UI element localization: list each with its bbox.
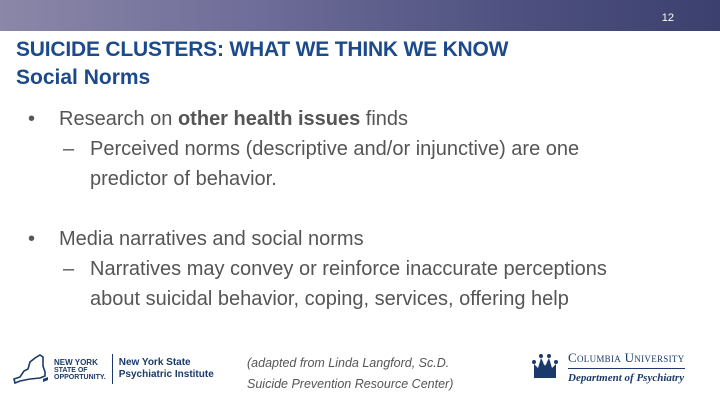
bullet-list xyxy=(0,104,720,314)
slide-number: 12 xyxy=(661,12,674,24)
nysp-logo-text xyxy=(119,357,214,381)
nysp-line1: New York State xyxy=(118,357,191,368)
bullet-emphasis: other health issues xyxy=(177,108,361,130)
columbia-crown-icon xyxy=(528,352,562,382)
sub-bullet-line: Perceived norms (descriptive and/or injunctive) are one xyxy=(90,138,580,160)
sub-bullet-dash: – xyxy=(63,258,75,280)
ny-logo-line3: OPPORTUNITY. xyxy=(54,373,106,381)
columbia-department: Department of Psychiatry xyxy=(568,368,685,385)
ny-logo-line1: NEW YORK xyxy=(54,357,98,367)
bullet-text-end: finds xyxy=(360,108,409,130)
citation-line1: (adapted from Linda Langford, Sc.D. xyxy=(247,356,450,370)
bullet-text: Media narratives and social norms xyxy=(59,228,364,250)
top-bar xyxy=(0,0,720,31)
footer-left-logos xyxy=(10,349,214,389)
columbia-logo-text xyxy=(568,350,685,385)
slide-subtitle: Social Norms xyxy=(16,66,151,89)
columbia-logo xyxy=(528,350,685,385)
bullet-media xyxy=(0,224,720,254)
sub-bullet-line: about suicidal behavior, coping, services, offering help xyxy=(90,288,569,310)
citation-line2: Suicide Prevention Resource Center) xyxy=(247,377,454,391)
ny-logo-line2: STATE OF xyxy=(54,366,88,374)
bullet-dot: • xyxy=(28,108,36,130)
bullet-dot: • xyxy=(28,228,36,250)
bullet-text: Research on xyxy=(59,108,178,130)
ny-state-outline-icon xyxy=(10,349,50,389)
sub-bullet-line: Narratives may convey or reinforce inaccurate perceptions xyxy=(90,258,607,280)
nysp-line2: Psychiatric Institute xyxy=(118,369,214,380)
bullet-research xyxy=(0,104,720,134)
columbia-name: Columbia University xyxy=(568,350,685,365)
sub-bullet-perceived-norms xyxy=(0,134,720,194)
sub-bullet-dash: – xyxy=(63,138,75,160)
logo-divider xyxy=(112,354,113,384)
slide-title: SUICIDE CLUSTERS: WHAT WE THINK WE KNOW xyxy=(16,38,509,61)
sub-bullet-line: predictor of behavior. xyxy=(90,168,277,190)
sub-bullet-narratives xyxy=(0,254,720,314)
ny-logo-text xyxy=(54,358,106,381)
citation xyxy=(247,353,453,395)
